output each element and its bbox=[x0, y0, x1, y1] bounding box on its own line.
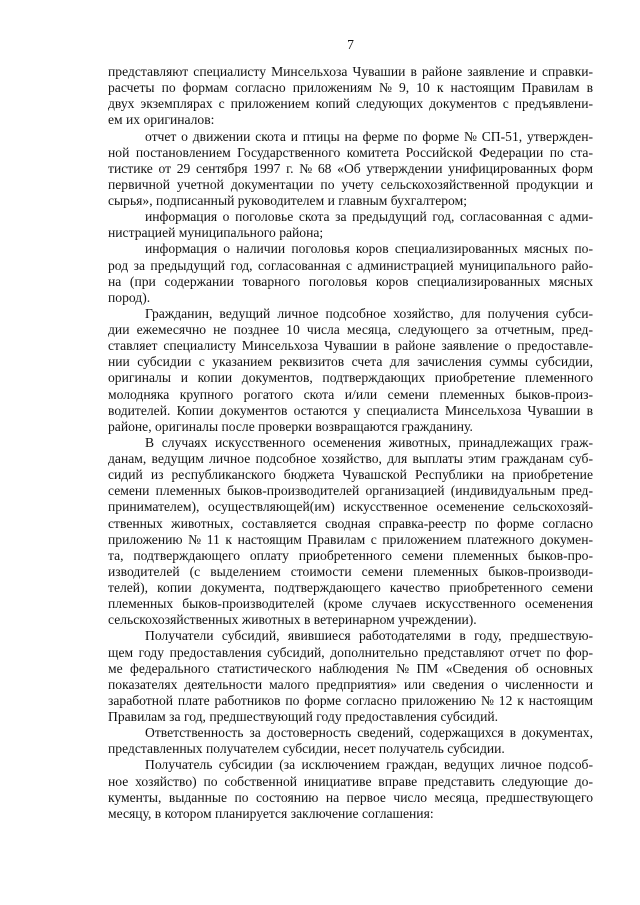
text-line: ственных животных, составляется сводная справка-реестр по форме согласно bbox=[108, 515, 593, 531]
text-line: оригиналы и копии документов, подтверждающих приобретение племенного bbox=[108, 370, 593, 386]
paragraph bbox=[108, 628, 593, 725]
text-line: ной постановлением Государственного комитета Российской Федерации по ста- bbox=[108, 144, 593, 160]
paragraph bbox=[108, 64, 593, 129]
text-line: дии ежемесячно не позднее 10 числа месяца, следующего за отчетным, пред- bbox=[108, 322, 593, 337]
text-line: тистике от 29 сентября 1997 г. № 68 «Об утверждении унифицированных форм bbox=[108, 160, 593, 176]
text-line: щем году предоставления субсидий, дополнительно представляют отчет по фор- bbox=[108, 644, 593, 660]
text-line: информация о наличии поголовья коров специализированных мясных по- bbox=[145, 241, 593, 257]
text-line: информация о поголовье скота за предыдущий год, согласованная с адми- bbox=[145, 209, 593, 225]
text-line: В случаях искусственного осеменения животных, принадлежащих граж- bbox=[145, 434, 593, 450]
body-text bbox=[108, 64, 593, 822]
text-line: месяцу, в котором планируется заключение соглашения: bbox=[108, 805, 434, 821]
paragraph bbox=[108, 306, 593, 435]
text-line: нистрацией муниципального района; bbox=[108, 225, 324, 241]
paragraph bbox=[108, 757, 593, 822]
text-line: молодняка крупного рогатого скота и/или семени племенных быков-произ- bbox=[108, 386, 593, 402]
text-line: принимателем), осуществляющей(им) искусственное осеменение сельскохозяй- bbox=[108, 499, 593, 515]
paragraph bbox=[108, 435, 593, 629]
text-line: заработной плате работников по форме согласно приложению № 12 к настоящим bbox=[108, 692, 593, 708]
paragraph bbox=[108, 725, 593, 757]
text-line: приложению № 11 к настоящим Правилам с приложением платежного докумен- bbox=[108, 531, 593, 547]
text-line: пород). bbox=[108, 289, 151, 305]
page-number: 7 bbox=[347, 37, 354, 52]
text-line: Получатель субсидии (за исключением граждан, ведущих личное подсоб- bbox=[145, 757, 593, 773]
text-line: первичной учетной документации по учету сельскохозяйственной продукции и bbox=[108, 176, 593, 192]
text-line: семени племенных быков-производителей организацией (индивидуальным пред- bbox=[108, 483, 593, 499]
text-line: ставляет специалисту Минсельхоза Чувашии в районе заявление о предоставле- bbox=[108, 338, 593, 354]
text-line: род за предыдущий год, согласованная с администрацией муниципального райо- bbox=[108, 257, 593, 273]
text-line: данам, ведущим личное подсобное хозяйство, для выплаты этим гражданам суб- bbox=[108, 451, 593, 466]
text-line: Гражданин, ведущий личное подсобное хозяйство, для получения субси- bbox=[145, 305, 593, 321]
text-line: двух экземплярах с приложением копий следующих документов с предъявлени- bbox=[108, 96, 593, 112]
text-line: нии субсидии с указанием реквизитов счета для зачисления суммы субсидии, bbox=[108, 354, 593, 370]
text-line: на (при содержании товарного поголовья коров специализированных мясных bbox=[108, 273, 593, 289]
text-line: телей), копии документа, подтверждающего качество приобретенного семени bbox=[108, 580, 593, 595]
text-line: сырья», подписанный руководителем и главным бухгалтером; bbox=[108, 193, 467, 208]
text-line: ем их оригиналов: bbox=[108, 112, 215, 128]
text-line: расчеты по формам согласно приложениям № 9, 10 к настоящим Правилам в bbox=[108, 80, 593, 96]
text-line: водителей. Копии документов остаются у специалиста Минсельхоза Чувашии в bbox=[108, 402, 593, 418]
text-line: Получатели субсидий, явившиеся работодателями в году, предшествую- bbox=[145, 628, 593, 644]
text-line: сидий из республиканского бюджета Чувашской Республики на приобретение bbox=[108, 467, 593, 483]
text-line: районе, оригиналы после проверки возвращаются гражданину. bbox=[108, 418, 473, 434]
text-line: отчет о движении скота и птицы на ферме по форме № СП-51, утвержден- bbox=[145, 128, 593, 144]
paragraph bbox=[108, 241, 593, 306]
text-line: представляют специалисту Минсельхоза Чувашии в районе заявление и справки- bbox=[108, 64, 593, 79]
paragraph bbox=[108, 209, 593, 241]
paragraph bbox=[108, 129, 593, 210]
text-line: сельскохозяйственных животных в ветеринарном учреждении). bbox=[108, 612, 477, 628]
text-line: та, подтверждающего оплату приобретенного семени племенных быков-про- bbox=[108, 547, 593, 563]
text-line: Ответственность за достоверность сведений, содержащихся в документах, bbox=[145, 725, 593, 741]
text-line: показателях деятельности малого предприятия» или сведения о численности и bbox=[108, 676, 593, 692]
text-line: Правилам за год, предшествующий году предоставления субсидий. bbox=[108, 709, 499, 724]
text-line: ме федерального статистического наблюдения № ПМ «Сведения об основных bbox=[108, 660, 593, 676]
text-line: представленных получателем субсидии, несет получатель субсидии. bbox=[108, 741, 505, 757]
text-line: племенных быков-производителей (кроме случаев искусственного осеменения bbox=[108, 596, 593, 612]
text-line: изводителей (с выделением стоимости семени племенных быков-производи- bbox=[108, 563, 593, 579]
text-line: ное хозяйство) по собственной инициативе вправе представить следующие до- bbox=[108, 773, 593, 789]
text-line: кументы, выданные по состоянию на первое число месяца, предшествующего bbox=[108, 789, 593, 805]
